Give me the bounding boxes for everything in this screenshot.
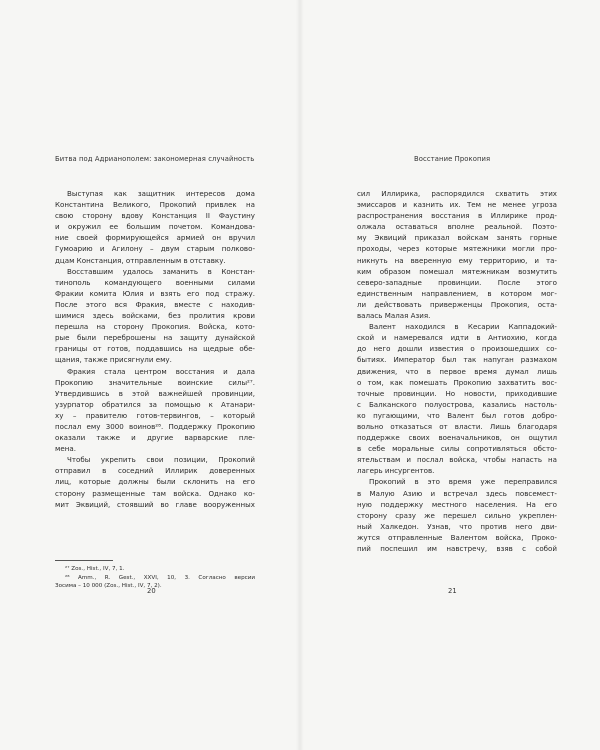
text-line: олжала оставаться вполне реальной. Поэто- (357, 222, 557, 232)
left-text-column (55, 188, 255, 510)
text-line: никнуть на вверенную ему территорию, и та- (357, 255, 557, 265)
right-page (302, 0, 600, 750)
text-line: ную поддержку местного населения. На его (357, 499, 557, 509)
text-line: и окружил ее большим почетом. Командова- (55, 222, 255, 232)
text-line: сторону размещенные там войска. Однако ко- (55, 488, 255, 498)
footnote-rule (55, 560, 113, 561)
text-line: Фракии комита Юлия и взять его под стражу. (55, 288, 255, 298)
text-line: ской и намеревался идти в Антиохию, когда (357, 333, 557, 343)
text-line: Валент находился в Кесарии Каппадокий- (369, 322, 557, 332)
text-line: единственным направлением, в котором мог- (357, 288, 557, 298)
text-line: ху – правителю готов-тервингов, – который (55, 410, 255, 420)
left-page (0, 0, 298, 750)
text-line: отправил в соседний Иллирик доверенных (55, 466, 255, 476)
footnote: Зосима – 10 000 (Zos., Hist., IV, 7, 2). (55, 583, 162, 590)
text-line: до него дошли известия о произошедших со- (357, 344, 557, 354)
text-line: о том, как помешать Прокопию захватить вос- (357, 377, 557, 387)
text-line: поддержке своих военачальников, он ощутил (357, 433, 557, 443)
text-line: точные провинции. Но новости, приходившие (357, 388, 557, 398)
text-line: Гумоарию и Агилону – двум старым полково- (55, 244, 255, 254)
page-number-left: 20 (147, 587, 156, 595)
text-line: Восставшим удалось заманить в Констан- (67, 266, 255, 276)
text-line: жутся отправленные Валентом войска, Проко- (357, 532, 557, 542)
text-line: распространения восстания в Иллирике прод- (357, 211, 557, 221)
text-line: в себе моральные силы сопротивляться обсто- (357, 444, 557, 454)
text-line: му Эквиций приказал войскам занять горные (357, 233, 557, 243)
text-line: шимися здесь войсками, без пролития крови (55, 311, 255, 321)
text-line: ли действовать приверженцы Прокопия, оста- (357, 299, 557, 309)
text-line: Прокопию значительные воинские силы²⁷. (55, 377, 255, 387)
text-line: проходы, через которые мятежники могли про- (357, 244, 557, 254)
running-head-left: Битва под Адрианополем: закономерная случайность (55, 155, 255, 163)
right-text-column (357, 188, 557, 554)
text-line: границы от готов, поддавшись на щедрые обе- (55, 344, 255, 354)
text-line: в Малую Азию и встречал здесь повсемест- (357, 488, 557, 498)
text-line: дцам Констанция, отправленным в отставку. (55, 255, 226, 265)
text-line: узурпатор обратился за помощью к Атанари- (55, 399, 255, 409)
text-line: После этого вся Фракия, вместе с находив- (55, 299, 255, 309)
footnote: ²⁷ Zos., Hist., IV, 7, 1. (65, 566, 125, 572)
text-line: Фракия стала центром восстания и дала (67, 366, 255, 376)
text-line: вольно отказаться от власти. Лишь благодаря (357, 421, 557, 431)
text-line: Константина Великого, Прокопий привлек на (55, 200, 255, 210)
text-line: бытиях. Император был так напуган размахом (357, 355, 557, 365)
text-line: ятельствам и послал войска, чтобы напасть на (357, 455, 557, 465)
text-line: сил Иллирика, распорядился схватить этих (357, 189, 557, 198)
text-line: тинополь командующего военными силами (55, 277, 255, 287)
text-line: северо-западные провинции. После этого (357, 277, 557, 287)
text-line: с Балканского полуострова, казались настоль- (357, 399, 557, 409)
page-number-right: 21 (448, 587, 457, 595)
text-line: щания, также присягнули ему. (55, 355, 172, 365)
text-line: пий поспешил им навстречу, взяв с собой (357, 544, 557, 553)
text-line: ный Халкедон. Узнав, что против него дви- (357, 521, 557, 531)
text-line: эмиссаров и казнить их. Тем не менее угроза (357, 200, 557, 210)
text-line: лиц, которые должны были склонить на его (55, 477, 255, 487)
text-line: послал ему 3000 воинов²⁸. Поддержку Прокопию (55, 421, 255, 431)
text-line: оказали также и другие варварские пле- (55, 433, 255, 443)
text-line: ко пугающими, что Валент был готов добро- (357, 410, 557, 420)
text-line: Чтобы укрепить свои позиции, Прокопий (67, 455, 255, 465)
text-line: сторону сразу же перешел сильно укреплен- (357, 510, 557, 520)
text-line: свою сторону вдову Констанция II Фаустину (55, 211, 255, 221)
text-line: Выступая как защитник интересов дома (67, 189, 255, 198)
text-line: мит Эквиций, стоявший во главе вооруженных (55, 499, 255, 509)
text-line: лагерь инсургентов. (357, 466, 435, 476)
text-line: рые были переброшены на защиту дунайской (55, 333, 255, 343)
text-line: ким образом помешал мятежникам возмутить (357, 266, 557, 276)
footnote: ²⁸ Amm., R. Gest., XXVI, 10, 3. Согласно версии (65, 574, 255, 581)
text-line: валась Малая Азия. (357, 311, 431, 321)
text-line: Утвердившись в этой важнейшей провинции, (55, 388, 255, 398)
text-line: перешла на сторону Прокопия. Войска, кото- (55, 322, 255, 332)
text-line: Прокопий в это время уже переправился (369, 477, 557, 487)
text-line: мена. (55, 444, 76, 454)
text-line: движения, что в первое время думал лишь (357, 366, 557, 376)
text-line: ние своей формирующейся армией он вручил (55, 233, 255, 243)
running-head-right: Восстание Прокопия (414, 155, 491, 163)
